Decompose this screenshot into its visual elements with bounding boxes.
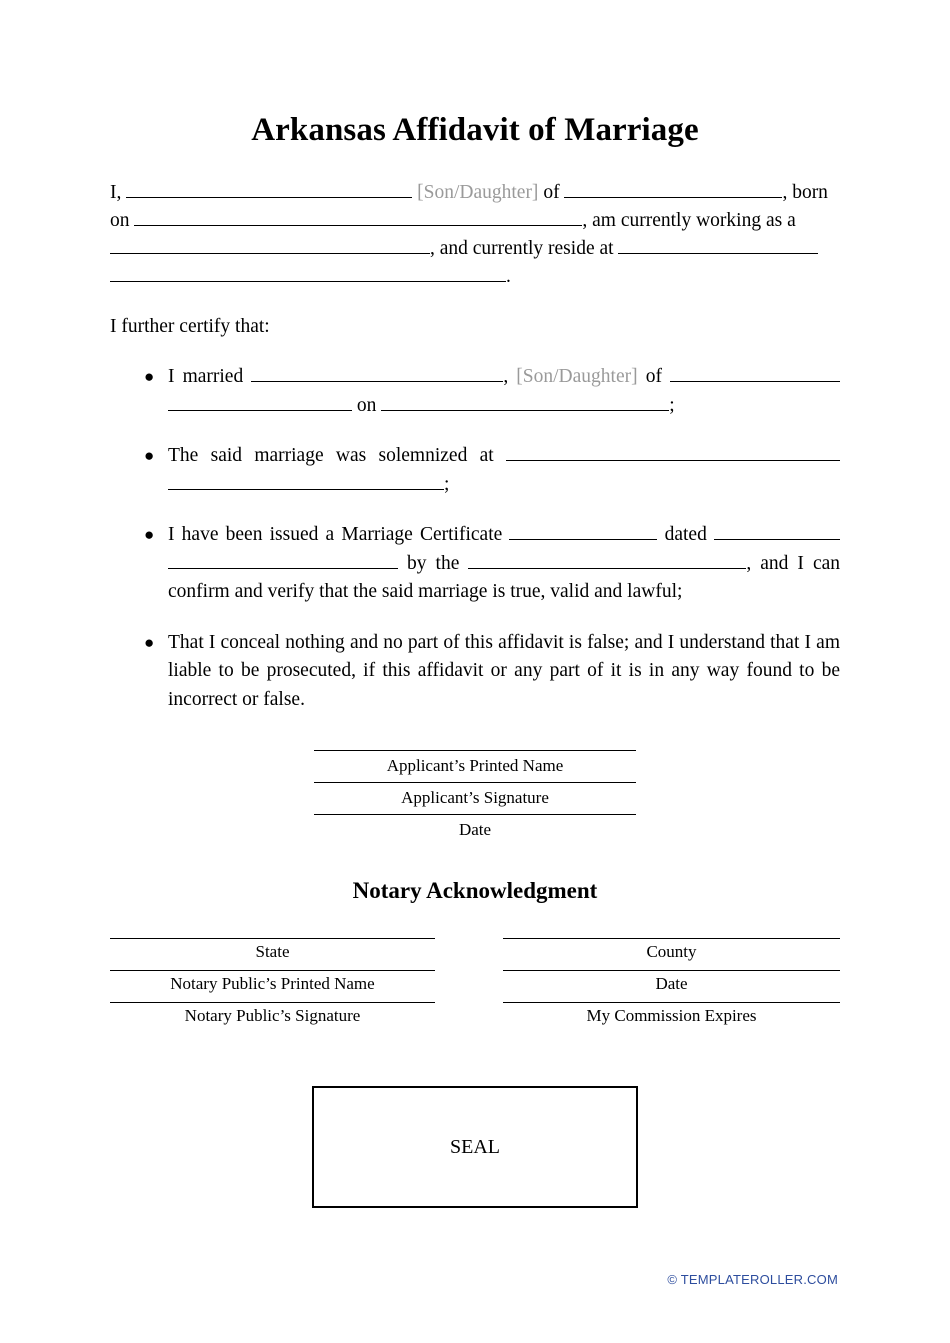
footer-watermark[interactable] <box>667 1272 838 1287</box>
spouse-parent-field-2[interactable] <box>168 394 352 411</box>
notary-fields-grid <box>110 904 840 1034</box>
bullet-2-text: The said marriage was solemnized at <box>168 445 494 466</box>
notary-field-state <box>110 938 435 970</box>
notary-county-caption: County <box>646 942 697 961</box>
list-item <box>110 363 840 420</box>
spouse-parent-field-1[interactable] <box>670 365 840 382</box>
certificate-number-field[interactable] <box>509 523 657 540</box>
notary-state-caption: State <box>255 942 290 961</box>
seal-box <box>312 1086 638 1208</box>
applicant-printed-name-caption: Applicant’s Printed Name <box>386 756 564 775</box>
address-field-line1[interactable] <box>618 237 818 254</box>
bullet-3-by-the: by the <box>407 552 460 574</box>
list-item <box>110 521 840 607</box>
notary-field-printed-name <box>110 970 435 1002</box>
notary-date-caption: Date <box>655 974 688 993</box>
bullet-icon: ● <box>144 367 155 386</box>
occupation-field[interactable] <box>110 237 430 254</box>
son-daughter-placeholder-1: [Son/Daughter] <box>417 182 539 203</box>
solemnized-location-field-2[interactable] <box>168 473 444 490</box>
bullet-4-text: That I conceal nothing and no part of this affidavit is false; and I understand that I am liable to be prosecuted, if this affidavit or any part of it is in any way found to be incorrect or false. <box>168 631 840 710</box>
applicant-date-caption: Date <box>458 820 492 839</box>
bullet-1-comma: , <box>503 366 509 387</box>
intro-reside-label: , and currently reside at <box>430 238 614 259</box>
parent-name-field[interactable] <box>564 181 782 198</box>
notary-signature-caption: Notary Public’s Signature <box>184 1006 361 1025</box>
list-item <box>110 442 840 499</box>
bullet-icon: ● <box>144 632 155 652</box>
bullet-3-text-2: , and I can confirm and verify that the said marriage is true, valid and lawful; <box>168 552 840 602</box>
spouse-name-field[interactable] <box>251 365 503 382</box>
notary-commission-caption: My Commission Expires <box>586 1006 757 1025</box>
notary-field-date <box>503 970 840 1002</box>
bullet-3-text-1: I have been issued a Marriage Certificate <box>168 524 503 545</box>
notary-field-commission-expires <box>503 1002 840 1034</box>
intro-working-as-label: , am currently working as a <box>582 210 796 231</box>
footer-site-name[interactable]: TEMPLATEROLLER.COM <box>680 1272 838 1287</box>
certificate-date-field[interactable] <box>714 523 840 540</box>
son-daughter-placeholder-2: [Son/Daughter] <box>516 366 638 387</box>
applicant-name-field[interactable] <box>126 181 412 198</box>
certificate-issuer-field-1[interactable] <box>168 552 398 569</box>
intro-period: . <box>506 266 511 287</box>
affidavit-body <box>110 149 840 714</box>
bullet-icon: ● <box>144 525 155 544</box>
bullet-3-dated: dated <box>664 524 707 545</box>
intro-i-label: I, <box>110 182 122 203</box>
bullet-1-on: on <box>356 394 377 416</box>
applicant-signature-block <box>314 714 636 846</box>
page-title: Arkansas Affidavit of Marriage <box>251 112 699 148</box>
further-certify-line: I further certify that: <box>110 316 270 337</box>
marriage-date-field[interactable] <box>381 394 669 411</box>
certification-list <box>110 363 840 714</box>
notary-printed-name-caption: Notary Public’s Printed Name <box>170 974 375 993</box>
intro-paragraph: I, [Son/Daughter] of , born on , am currently working as a , and currently reside at . <box>110 182 828 287</box>
notary-field-county <box>503 938 840 970</box>
address-field-line2[interactable] <box>110 265 506 282</box>
intro-born-on-label: born on <box>110 182 828 231</box>
applicant-signature-caption: Applicant’s Signature <box>401 788 549 807</box>
bullet-1-of: of <box>645 366 662 387</box>
bullet-1-semicolon: ; <box>669 394 675 416</box>
list-item <box>110 629 840 715</box>
seal-label: SEAL <box>450 1135 500 1158</box>
solemnized-location-field-1[interactable] <box>506 444 840 461</box>
bullet-2-semicolon: ; <box>444 473 450 495</box>
copyright-symbol: © <box>667 1272 678 1287</box>
certificate-issuer-field-2[interactable] <box>468 552 746 569</box>
birth-date-field[interactable] <box>134 209 582 226</box>
bullet-1-text-1: I married <box>168 366 244 387</box>
bullet-icon: ● <box>144 446 155 465</box>
notary-field-signature <box>110 1002 435 1034</box>
notary-acknowledgment-heading: Notary Acknowledgment <box>352 878 598 903</box>
intro-of-1: of <box>543 182 560 203</box>
